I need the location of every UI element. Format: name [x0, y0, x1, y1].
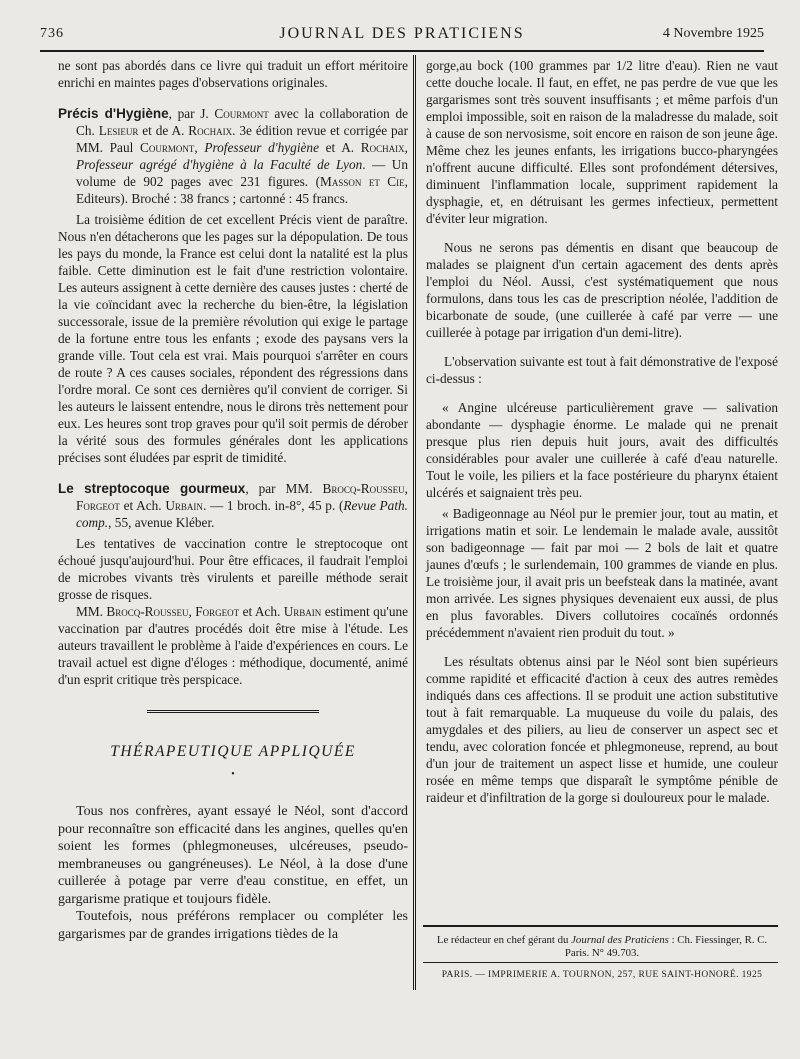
journal-name: Journal des Praticiens	[571, 934, 669, 946]
citation-text: . — 1 broch. in-8°, 45 p. (	[202, 498, 344, 513]
right-column	[426, 57, 778, 806]
left-column	[58, 57, 408, 943]
credit-text: : Ch. Fiessinger, R. C. Paris. N° 49.703.	[564, 934, 768, 959]
author-name: Rochaix	[188, 123, 233, 138]
right-paragraph-2: Nous ne serons pas démentis en disant que beaucoup de malades se plaignent d'un certain agacement des dents après l'emploi du Néol. Aussi, c'est systématiquement que nous formulons, dans tous les cas de prescription néolée, l'addition de bicarbonate de soude, (une cuillerée à café par verre — une cuillerée à potage par irrigation d'un demi-litre).	[426, 240, 778, 340]
section-rule	[147, 710, 319, 713]
review-streptocoque-body-1: Les tentatives de vaccination contre le streptocoque ont échoué jusqu'aujourd'hui. Pour être efficaces, il faudrait l'emploi de microbes vivants très virulents et pareille méthode serait grosse de risques.	[58, 536, 408, 602]
editor-credit	[426, 934, 778, 960]
continuation-paragraph: ne sont pas abordés dans ce livre qui traduit un effort méritoire enrichi en maintes pages d'observations originales.	[58, 58, 408, 90]
right-paragraph-4: Les résultats obtenus ainsi par le Néol sont bien supérieurs comme rapidité et efficacité d'action à ceux des autres remèdes indiqués dans ces affections. Il se produit une action substitutive tout à fait remarquable. La muqueuse du voile du palais, des amygdales et des piliers, au lieu de conserver un aspect sec et tendu, avec coloration foncée et phlegmoneuse, reprend, au bout d'un jour de traitement un aspect lisse et humide, une couleur rosée en même temps que disparaît le symptôme pénible de raideur et d'infiltration de la gorge si douloureux pour le malade.	[426, 654, 778, 805]
citation-text: . — Un volume de 902 pages avec 231 figures. (	[76, 157, 408, 189]
citation-text: , 55, avenue Kléber.	[108, 515, 215, 530]
author-role: Professeur d'hygiène	[204, 140, 319, 155]
author-name: Brocq-Rousseu, Forgeot	[76, 481, 408, 513]
citation-text: et de A.	[138, 123, 189, 138]
citation-text: , par J.	[168, 106, 215, 121]
header-rule	[40, 50, 764, 52]
body-text: estiment qu'une vaccination par d'autres procédés doit être mise à l'étude. Les auteurs travaillent le problème à l'aide d'expériences en cours. Le travail actuel est digne d'éloges : méthodique, documenté, animé d'un esprit critique très perspicace.	[58, 604, 409, 687]
section-ornament: •	[231, 769, 235, 780]
section-therapeutique	[58, 710, 408, 943]
credit-text: Le rédacteur en chef gérant du	[436, 934, 572, 946]
review-streptocoque-citation	[58, 480, 408, 531]
issue-date: 4 Novembre 1925	[662, 26, 764, 41]
right-paragraph-1: gorge,au bock (100 grammes par 1/2 litre d'eau). Rien ne vaut cette douche locale. Il faut, en effet, ne pas perdre de vue que les gargarismes sont très souvent insuffisants ; et même parfois d'un emploi impossible, soit en raison de la maladresse du malade, soit à cause de son nervosisme, soit encore en raison de son jeune âge. Même chez les jeunes enfants, les irrigations bucco-pharyngées n'offrent aucune difficulté. Elles sont profondément détersives, diminuent l'inflammation locale, suppriment rapidement la dysphagie, et, en détruisant les germes infectieux, permettent d'éviter leur migration.	[426, 58, 778, 226]
publisher-name: Masson et Cie	[320, 174, 405, 189]
citation-text: . 3e édition revue et corrigée par MM. Paul	[76, 123, 409, 155]
review-precis-hygiene-body: La troisième édition de cet excellent Précis vient de paraître. Nous n'en détacherons que les pages sur la dépopulation. De tous les pays du monde, la France est celui dont la natalité est la plus faible. Cette diminution est le fait d'une restriction volontaire. Les auteurs assignent à cette dernière des causes justes : cherté de la vie coïncidant avec la recherche du bien-être, la législation successorale, issue de la première révolution qui exige le partage de la fortune entre tous les enfants ; exode des paysans vers la grande ville. Tout cela est vrai. Mais pourquoi s'arrêter en cours de route ? A ces causes sociales, répondent des régressions dans l'ordre moral. Ce sont ces dernières qu'il convient de corriger. Si les auteurs le laissent entendre, nous le dirons très nettement pour eux. Les heures sont trop graves pour qu'il soit permis de dérober la vérité sous des formules générales dont les applications précises sont éludées par esprit de timidité.	[58, 212, 408, 465]
author-name: Lesieur	[98, 123, 139, 138]
observation-quote-1: « Angine ulcéreuse particulièrement grave — salivation abondante — dysphagie énorme. Le malade qui ne prenait presque plus rien depuis huit jours, avait des difficultés considérables pour avaler une cuillerée à café d'eau naturelle. Tout le voile, les piliers et la face postérieure du pharynx étaient ulcérés et saignaient très peu.	[426, 400, 778, 500]
book-title: Précis d'Hygiène	[58, 106, 169, 121]
right-paragraph-3: L'observation suivante est tout à fait démonstrative de l'exposé ci-dessus :	[426, 354, 778, 386]
section-paragraph-1: Tous nos confrères, ayant essayé le Néol, sont d'accord pour reconnaître son efficacité dans les angines, quelles qu'en soient les formes (phlegmoneuses, ulcéreuses, pseudo-membraneuses ou gangréneuses). Le Néol, à la dose d'une cuillerée à potage par verre d'eau constitue, en effet, un gargarisme pratique et toujours fidèle.	[58, 804, 408, 907]
page-header	[40, 24, 764, 50]
citation-text: et A.	[318, 140, 361, 155]
section-paragraph-2: Toutefois, nous préférons remplacer ou compléter les gargarismes par de grandes irrigations tièdes de la	[58, 909, 408, 942]
review-streptocoque-body-2	[58, 603, 408, 688]
source-name: Revue Path. comp.	[76, 498, 408, 530]
author-name: Urbain	[283, 604, 322, 619]
body-text: et Ach.	[239, 604, 284, 619]
book-title: Le streptocoque gourmeux	[58, 481, 246, 496]
citation-text: , par MM.	[245, 481, 323, 496]
footer-rule-2	[423, 962, 778, 963]
column-divider	[413, 55, 416, 990]
author-name: Urbain	[165, 498, 203, 513]
author-name: Rochaix	[360, 140, 405, 155]
body-text: MM.	[76, 604, 107, 619]
footer-rule	[423, 925, 778, 927]
citation-text: ,	[194, 140, 205, 155]
page-number: 736	[40, 26, 64, 41]
citation-text: , Editeurs). Broché : 38 francs ; cartonné : 45 francs.	[76, 174, 408, 206]
printer-line: PARIS. — IMPRIMERIE A. TOURNON, 257, RUE SAINT-HONORÉ. 1925	[441, 970, 763, 980]
author-name: Courmont	[139, 140, 195, 155]
citation-text: avec la collaboration de Ch.	[76, 106, 408, 138]
author-role: Professeur agrégé d'hygiène à la Faculté de Lyon	[76, 157, 363, 172]
journal-title: JOURNAL DES PRATICIENS	[279, 25, 525, 42]
author-name: Courmont	[214, 106, 269, 121]
citation-text: et Ach.	[119, 498, 166, 513]
citation-text: ,	[404, 140, 408, 155]
observation-quote-2: « Badigeonnage au Néol pur le premier jour, tout au matin, et irrigations matin et soir. Le lendemain le malade avale, aussitôt son badigeonnage — fait par moi — 2 bols de lait et quatre jaunes d'œufs ; le surlendemain, 100 grammes de viande en plus. Le troisième jour, il avait pris un beefsteak dans la matinée, avant mon arrivée. Les signes physiques devenaient eux aussi, de plus en plus favorables. Divers collutoires cocaïnés ordonnés précédemment n'avaient rien produit du tout. »	[426, 506, 778, 640]
author-name: Brocq-Rousseu, Forgeot	[106, 604, 240, 619]
review-precis-hygiene-citation	[58, 105, 408, 207]
section-title: THÉRAPEUTIQUE APPLIQUÉE	[110, 743, 356, 760]
